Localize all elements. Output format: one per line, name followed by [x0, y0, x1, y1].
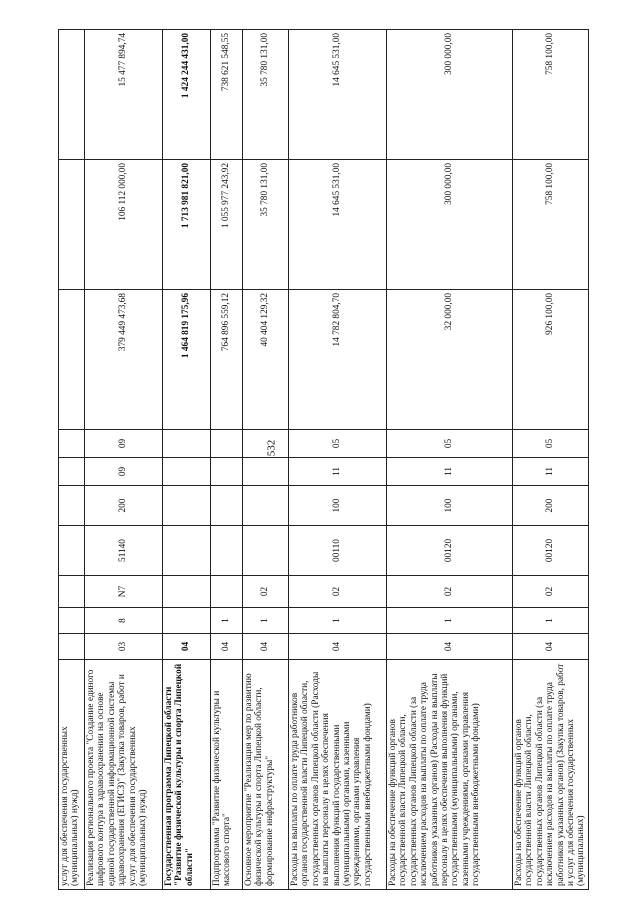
amount-year3-cell: 35 780 131,00	[243, 30, 289, 160]
row-name-cell: Расходы на обеспечение функций органов государственной власти Липецкой области, государственных органов Липецкой области (за исключением расходов на выплаты по оплате труда работников указанных органов) (Закупка товаров, работ и услуг для обеспечения государственных (муниципальных)	[513, 660, 589, 890]
table-row	[59, 30, 85, 890]
amount-year2-cell: 1 713 981 821,00	[163, 160, 211, 290]
amount-year1-cell: 926 100,00	[513, 290, 589, 430]
amount-year2-cell: 35 780 131,00	[243, 160, 289, 290]
event-code-cell	[211, 576, 243, 608]
section-cell	[243, 458, 289, 486]
subsection-cell: 09	[85, 430, 163, 458]
expense-type-cell: 200	[85, 486, 163, 526]
table-row	[513, 30, 589, 890]
table-row	[85, 30, 163, 890]
event-code-cell: 02	[289, 576, 387, 608]
row-name-cell: Основное мероприятие "Реализация мер по развитию физической культуры и спорта Липецкой области, формирование инфраструктуры"	[243, 660, 289, 890]
amount-year2-cell: 758 100,00	[513, 160, 589, 290]
subsection-cell: 05	[513, 430, 589, 458]
direction-code-cell	[163, 526, 211, 576]
table-row	[211, 30, 243, 890]
budget-table-wrapper	[58, 30, 588, 890]
direction-code-cell: 51140	[85, 526, 163, 576]
amount-year1-cell: 1 464 819 175,96	[163, 290, 211, 430]
amount-year3-cell: 300 000,00	[387, 30, 513, 160]
section-cell: 11	[289, 458, 387, 486]
subsection-cell	[59, 430, 85, 458]
subsection-cell	[163, 430, 211, 458]
event-code-cell: N7	[85, 576, 163, 608]
event-code-cell: 02	[513, 576, 589, 608]
subsection-cell: 05	[387, 430, 513, 458]
subprogram-code-cell: 1	[243, 608, 289, 634]
budget-table	[58, 29, 589, 890]
amount-year3-cell: 1 424 244 431,00	[163, 30, 211, 160]
amount-year2-cell: 300 000,00	[387, 160, 513, 290]
amount-year2-cell: 106 112 000,00	[85, 160, 163, 290]
subprogram-code-cell: 1	[289, 608, 387, 634]
direction-code-cell: 00120	[387, 526, 513, 576]
program-code-cell: 04	[211, 634, 243, 660]
amount-year1-cell: 40 404 129,32	[243, 290, 289, 430]
amount-year1-cell: 764 896 559,12	[211, 290, 243, 430]
program-code-cell	[59, 634, 85, 660]
subprogram-code-cell: 1	[387, 608, 513, 634]
amount-year1-cell	[59, 290, 85, 430]
section-cell: 09	[85, 458, 163, 486]
subprogram-code-cell	[59, 608, 85, 634]
program-code-cell: 04	[163, 634, 211, 660]
table-row	[163, 30, 211, 890]
page-number: 532	[265, 439, 278, 457]
subprogram-code-cell: 1	[211, 608, 243, 634]
expense-type-cell: 200	[513, 486, 589, 526]
row-name-cell: услуг для обеспечения государственных (муниципальных) нужд)	[59, 660, 85, 890]
subsection-cell	[211, 430, 243, 458]
expense-type-cell	[163, 486, 211, 526]
expense-type-cell: 100	[387, 486, 513, 526]
row-name-cell: Расходы на выплаты по оплате труда работников органов государственной власти Липецкой области, государственных органов Липецкой области (Расходы на выплаты персоналу в целях обеспечения выполнения функций государственными (муниципальными) органами, казенными учреждениями, органами управления государственными внебюджетными фондами)	[289, 660, 387, 890]
row-name-cell: Подпрограмма "Развитие физической культуры и массового спорта"	[211, 660, 243, 890]
event-code-cell	[163, 576, 211, 608]
event-code-cell	[59, 576, 85, 608]
amount-year2-cell: 1 055 977 243,92	[211, 160, 243, 290]
direction-code-cell	[211, 526, 243, 576]
section-cell	[59, 458, 85, 486]
row-name-cell: Государственная программа Липецкой области "Развитие физической культуры и спорта Липецкой области"	[163, 660, 211, 890]
amount-year3-cell: 14 645 531,00	[289, 30, 387, 160]
expense-type-cell: 100	[289, 486, 387, 526]
table-row	[387, 30, 513, 890]
row-name-cell: Расходы на обеспечение функций органов государственной власти Липецкой области, государственных органов Липецкой области (за исключением расходов на выплаты по оплате труда работников указанных органов) (Расходы на выплаты персоналу в целях обеспечения выполнения функций государственными (муниципальными) органами, казенными учреждениями, органами управления государственными внебюджетными фондами)	[387, 660, 513, 890]
expense-type-cell	[59, 486, 85, 526]
amount-year2-cell: 14 645 531,00	[289, 160, 387, 290]
subprogram-code-cell: 1	[513, 608, 589, 634]
subsection-cell	[243, 430, 289, 458]
subprogram-code-cell: 8	[85, 608, 163, 634]
expense-type-cell	[243, 486, 289, 526]
row-name-cell: Реализация регионального проекта "Создание единого цифрового контура в здравоохранении на основе единой государственной информационной системы здравоохранения (ЕГИСЗ)" (Закупка товаров, работ и услуг для обеспечения государственных (муниципальных) нужд)	[85, 660, 163, 890]
direction-code-cell: 00110	[289, 526, 387, 576]
section-cell	[163, 458, 211, 486]
table-row	[243, 30, 289, 890]
amount-year3-cell: 15 477 894,74	[85, 30, 163, 160]
amount-year1-cell: 32 000,00	[387, 290, 513, 430]
amount-year1-cell: 14 782 804,70	[289, 290, 387, 430]
program-code-cell: 04	[289, 634, 387, 660]
event-code-cell: 02	[387, 576, 513, 608]
amount-year3-cell: 738 621 548,55	[211, 30, 243, 160]
direction-code-cell	[243, 526, 289, 576]
table-row	[289, 30, 387, 890]
subprogram-code-cell	[163, 608, 211, 634]
amount-year2-cell	[59, 160, 85, 290]
direction-code-cell: 00120	[513, 526, 589, 576]
section-cell: 11	[387, 458, 513, 486]
section-cell: 11	[513, 458, 589, 486]
event-code-cell: 02	[243, 576, 289, 608]
direction-code-cell	[59, 526, 85, 576]
expense-type-cell	[211, 486, 243, 526]
program-code-cell: 04	[513, 634, 589, 660]
amount-year3-cell	[59, 30, 85, 160]
program-code-cell: 03	[85, 634, 163, 660]
program-code-cell: 04	[387, 634, 513, 660]
program-code-cell: 04	[243, 634, 289, 660]
amount-year1-cell: 379 449 473,68	[85, 290, 163, 430]
section-cell	[211, 458, 243, 486]
amount-year3-cell: 758 100,00	[513, 30, 589, 160]
subsection-cell: 05	[289, 430, 387, 458]
